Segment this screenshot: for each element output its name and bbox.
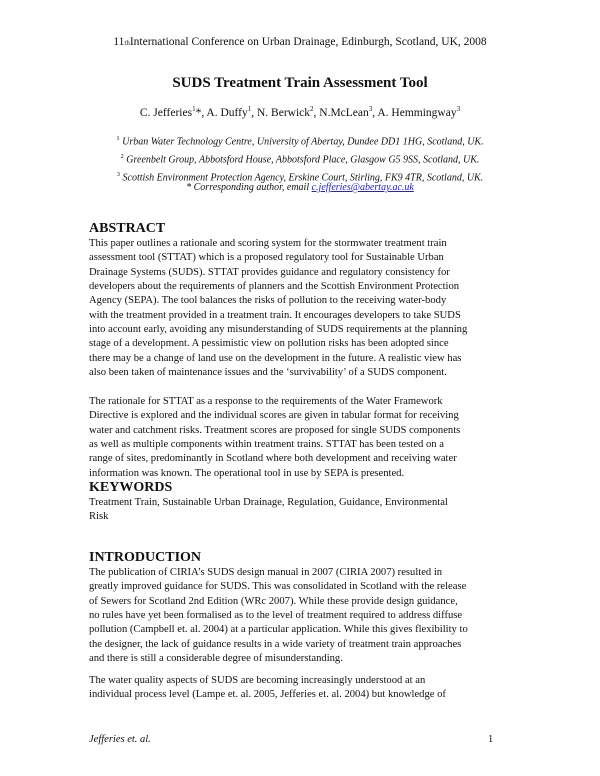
- text-line: range of sites, predominantly in Scotland where both development and receiving water: [89, 453, 457, 465]
- running-header: [0, 36, 600, 48]
- introduction-paragraph-2: [89, 674, 514, 703]
- abstract-paragraph-2: [89, 395, 514, 481]
- conference-ordinal-suffix: th: [124, 39, 130, 47]
- affiliation-text: Scottish Environment Protection Agency, Erskine Court, Stirling, FK9 4TR, Scotland, UK.: [120, 171, 484, 183]
- text-line: Risk: [89, 511, 109, 523]
- text-line: Directive is explored and the individual scores are given in tabular format for receiving: [89, 410, 459, 422]
- footer-author: Jefferies et. al.: [89, 734, 151, 745]
- page-number: 1: [488, 734, 494, 745]
- affiliation-line: [0, 150, 600, 168]
- text-line: of Sewers for Scotland 2nd Edition (WRc 2007). While these provide design guidance,: [89, 595, 458, 607]
- text-line: The rationale for STTAT as a response to the requirements of the Water Framework: [89, 396, 443, 407]
- corresponding-label: * Corresponding author, email: [186, 182, 312, 193]
- keywords-heading: KEYWORDS: [89, 480, 173, 495]
- text-line: and there is still a considerable degree of misunderstanding.: [89, 653, 343, 665]
- corresponding-mark: *,: [195, 106, 205, 119]
- paper-title: SUDS Treatment Train Assessment Tool: [172, 75, 428, 91]
- introduction-paragraph-1: [89, 566, 514, 666]
- abstract-heading: ABSTRACT: [89, 221, 166, 236]
- abstract-paragraph-1: [89, 237, 514, 380]
- author-separator: ,: [372, 106, 376, 119]
- affiliations: [0, 132, 600, 185]
- introduction-heading: INTRODUCTION: [89, 550, 202, 565]
- author-separator: ,: [251, 106, 255, 119]
- affiliation-line: [0, 132, 600, 150]
- author-name: N. Berwick: [254, 106, 311, 119]
- text-line: also been taken of maintenance issues and the ‘survivability’ of a SUDS component.: [89, 367, 447, 379]
- text-line: stage of a development. A pessimistic view on pollution risks has been adopted since: [89, 338, 449, 350]
- email-link[interactable]: c.jefferies@abertay.ac.uk: [311, 182, 414, 193]
- text-line: with the treatment provided in a treatment train. It encourages developers to take SUDS: [89, 309, 461, 321]
- text-line: Treatment Train, Sustainable Urban Drainage, Regulation, Guidance, Environmental: [89, 497, 448, 508]
- text-line: as well as multiple components within treatment trains. STTAT has been tested on a: [89, 439, 444, 451]
- text-line: greatly improved guidance for SUDS. This was consolidated in Scotland with the release: [89, 581, 467, 593]
- affiliation-text: Urban Water Technology Centre, University of Abertay, Dundee DD1 1HG, Scotland, UK.: [119, 136, 484, 148]
- author-affiliation-mark: 2: [310, 105, 314, 113]
- conference-name: International Conference on Urban Drainage, Edinburgh, Scotland, UK, 2008: [129, 36, 487, 48]
- text-line: water and catchment risks. Treatment scores are proposed for single SUDS components: [89, 424, 461, 436]
- author-affiliation-mark: 1: [192, 105, 196, 113]
- keywords-list: [89, 496, 514, 525]
- author-name: A. Duffy: [204, 106, 248, 119]
- author-list: [0, 105, 600, 119]
- text-line: information was known. The operational tool in use by SEPA is presented.: [89, 467, 405, 479]
- corresponding-author: [0, 182, 600, 193]
- affiliation-text: Greenbelt Group, Abbotsford House, Abbotsford Place, Glasgow G5 9SS, Scotland, UK.: [123, 154, 480, 166]
- text-line: developers about the requirements of planners and the Scottish Environment Protection: [89, 281, 460, 293]
- affiliation-number: 2: [120, 152, 124, 160]
- text-line: Agency (SEPA). The tool balances the risks of pollution to the receiving water-body: [89, 295, 447, 307]
- text-line: there may be a change of land use on the development in the future. A realistic view has: [89, 352, 462, 364]
- text-line: pollution (Campbell et. al. 2004) at a particular application. While this gives flexibility to: [89, 624, 468, 636]
- author-name: A. Hemmingway: [375, 106, 457, 119]
- text-line: no rules have yet been formalised as to the level of treatment required to address diffuse: [89, 610, 463, 622]
- text-line: assessment tool (STTAT) which is a proposed regulatory tool for Sustainable Urban: [89, 252, 444, 264]
- text-line: into account early, avoiding any misunderstanding of SUDS requirements at the planning: [89, 324, 468, 336]
- text-line: The publication of CIRIA’s SUDS design manual in 2007 (CIRIA 2007) resulted in: [89, 567, 443, 578]
- author-separator: ,: [313, 106, 317, 119]
- author-affiliation-mark: 3: [456, 105, 461, 113]
- author-affiliation-mark: 3: [368, 105, 373, 113]
- author-name: N.McLean: [316, 106, 369, 119]
- text-line: The water quality aspects of SUDS are becoming increasingly understood at an: [89, 675, 426, 686]
- author-name: C. Jefferies: [139, 106, 193, 119]
- affiliation-number: 1: [116, 135, 120, 142]
- affiliation-number: 3: [116, 170, 121, 178]
- conference-ordinal: 11: [113, 36, 125, 48]
- author-affiliation-mark: 1: [247, 105, 252, 113]
- text-line: the designer, the lack of guidance results in a wide variety of treatment train approaches: [89, 638, 462, 650]
- text-line: This paper outlines a rationale and scoring system for the stormwater treatment train: [89, 238, 447, 249]
- text-line: individual process level (Lampe et. al. 2005, Jefferies et. al. 2004) but knowledge of: [89, 689, 446, 701]
- text-line: Drainage Systems (SUDS). STTAT provides guidance and regulatory consistency for: [89, 266, 450, 278]
